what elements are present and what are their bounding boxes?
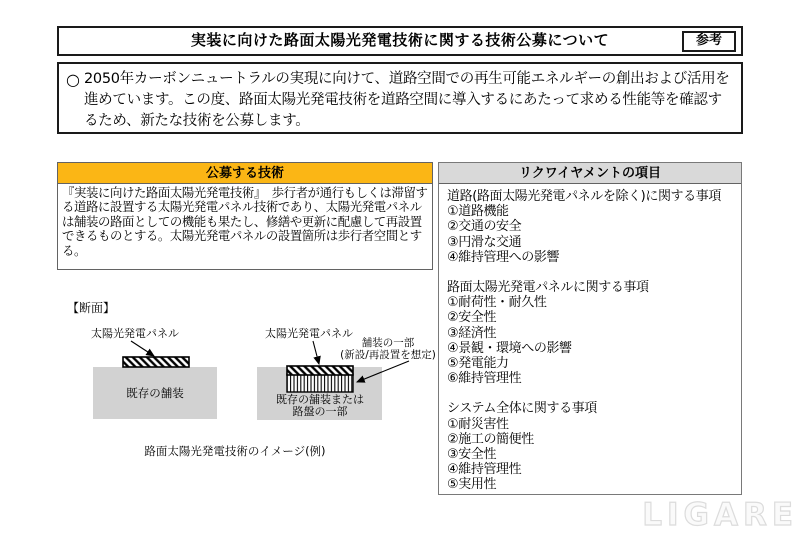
left-base-label: 既存の舗装 bbox=[126, 386, 184, 400]
list-item: ⑤発電能力 bbox=[447, 356, 509, 372]
reference-badge: 参考 bbox=[682, 31, 736, 52]
list-item: ①道路機能 bbox=[447, 204, 509, 220]
list-item: ⑥維持管理性 bbox=[447, 371, 522, 387]
list-item: ④維持管理性 bbox=[447, 462, 522, 478]
panel-technology-sought bbox=[57, 162, 433, 270]
section-label: 【断面】 bbox=[67, 301, 116, 315]
right-solar-panel bbox=[287, 366, 353, 375]
list-item: ②安全性 bbox=[447, 310, 497, 326]
panel-requirements-body bbox=[439, 184, 741, 498]
pavement-part-label-line2: (新設/再設置を想定) bbox=[340, 349, 436, 361]
list-item: ②交通の安全 bbox=[447, 219, 522, 235]
cross-section-diagram bbox=[55, 290, 445, 465]
right-panel-label: 太陽光発電パネル bbox=[265, 327, 353, 340]
tech-description: 歩行者が通行もしくは滞留する道路に設置する太陽光発電パネル技術であり、太陽光発電パネルは舗装の路面としての機能も果たし、修繕や更新に配慮して再設置できるものとする。太陽光発電パネルの設置箇所は歩行者空間とする。 bbox=[62, 185, 428, 258]
list-item: ⑤実用性 bbox=[447, 477, 497, 493]
panel-requirements-header: リクワイヤメントの項目 bbox=[439, 163, 741, 184]
title-bar bbox=[57, 26, 743, 56]
right-panel-arrow bbox=[313, 341, 319, 364]
panel-technology-header: 公募する技術 bbox=[58, 163, 432, 184]
requirement-group-system bbox=[447, 401, 733, 492]
list-item: ④維持管理への影響 bbox=[447, 249, 560, 265]
list-item: ③経済性 bbox=[447, 325, 497, 341]
diagram-caption: 路面太陽光発電技術のイメージ(例) bbox=[144, 444, 326, 458]
panel-requirements bbox=[438, 162, 742, 495]
list-item: ②施工の簡便性 bbox=[447, 431, 534, 447]
left-panel-arrow bbox=[131, 341, 154, 356]
list-item: ③円滑な交通 bbox=[447, 234, 522, 250]
requirement-group-road bbox=[447, 189, 733, 265]
list-item: ④景観・環境への影響 bbox=[447, 340, 572, 356]
group-heading: 路面太陽光発電パネルに関する事項 bbox=[447, 280, 649, 296]
intro-text: 2050年カーボンニュートラルの実現に向けて、道路空間での再生可能エネルギーの創出および活用を進めています。この度、路面太陽光発電技術を道路空間に導入するにあたって求める性能等を確認するため、新たな技術を公募します。 bbox=[83, 71, 730, 129]
page-title: 実装に向けた路面太陽光発電技術に関する技術公募について bbox=[190, 31, 610, 49]
tech-title: 『実装に向けた路面太陽光発電技術』 bbox=[62, 185, 260, 200]
requirement-group-panel bbox=[447, 280, 733, 386]
group-heading: システム全体に関する事項 bbox=[447, 401, 597, 417]
right-pavement-part-block bbox=[287, 374, 353, 392]
right-base-label-line1: 既存の舗装または bbox=[276, 393, 364, 406]
right-base-label-line2: 路盤の一部 bbox=[292, 405, 348, 418]
list-item: ①耐荷性・耐久性 bbox=[447, 295, 547, 311]
circle-bullet: ○ bbox=[66, 70, 80, 89]
ligare-watermark: LIGARE bbox=[642, 497, 798, 533]
pavement-part-label-line1: 舗装の一部 bbox=[361, 337, 415, 349]
panel-technology-body bbox=[58, 184, 432, 258]
group-heading: 道路(路面太陽光発電パネルを除く)に関する事項 bbox=[447, 189, 721, 204]
left-solar-panel bbox=[123, 357, 189, 367]
intro-box bbox=[57, 62, 743, 134]
left-panel-label: 太陽光発電パネル bbox=[91, 327, 179, 340]
list-item: ①耐災害性 bbox=[447, 416, 509, 432]
list-item: ③安全性 bbox=[447, 447, 497, 463]
